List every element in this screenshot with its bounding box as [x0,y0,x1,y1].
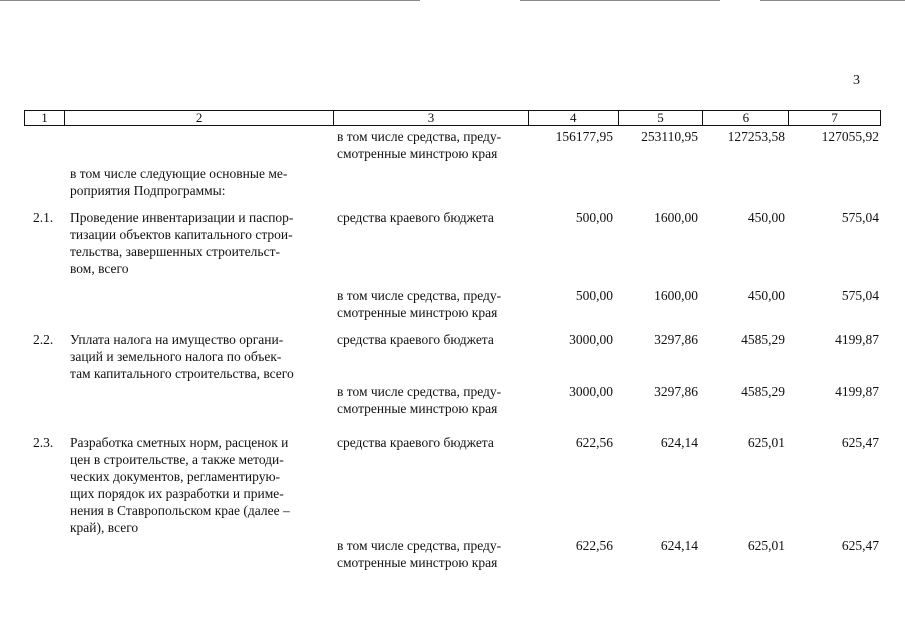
value-col4: 500,00 [575,288,613,303]
value-col4: 156177,95 [555,129,613,144]
item-title: Разработка сметных норм, расценок и цен в строительстве, а также методи- ческих документов, регламентирую- щих порядок их разработки и приме- нения в Ставропольском крае (далее – край), всего [70,435,290,535]
value-col5: 3297,86 [654,384,698,399]
value-col6: 625,01 [747,435,785,450]
header-cell: 6 [703,111,789,125]
value-col6: 4585,29 [741,332,785,347]
source-label: в том числе средства, преду- смотренные минстрою края [337,129,502,161]
value-col7: 625,47 [841,435,879,450]
value-col4: 500,00 [575,210,613,225]
header-cell: 5 [619,111,704,125]
table-header [24,110,881,126]
value-col5: 1600,00 [654,288,698,303]
value-col5: 253110,95 [641,129,698,144]
item-number: 2.3. [33,435,54,450]
scan-edge-line [0,0,420,1]
section-subtitle: в том числе следующие основные ме- роприятия Подпрограммы: [70,166,288,198]
budget-label: средства краевого бюджета [337,332,494,347]
item-title: Проведение инвентаризации и паспор- тизации объектов капитального строи- тельства, завершенных строительст- вом, всего [70,210,294,276]
value-col4: 3000,00 [569,332,613,347]
scan-edge-line [760,0,905,1]
value-col7: 575,04 [841,210,879,225]
item-title: Уплата налога на имущество органи- заций и земельного налога по объек- там капитального строительства, всего [70,332,294,381]
source-label: в том числе средства, преду- смотренные минстрою края [337,538,502,570]
source-label: в том числе средства, преду- смотренные минстрою края [337,384,502,416]
item-number: 2.1. [33,210,54,225]
value-col6: 625,01 [747,538,785,553]
header-cell: 3 [334,111,529,125]
value-col7: 4199,87 [835,384,879,399]
value-col5: 624,14 [660,435,698,450]
budget-label: средства краевого бюджета [337,210,494,225]
value-col5: 3297,86 [654,332,698,347]
value-col4: 622,56 [575,538,613,553]
value-col7: 4199,87 [835,332,879,347]
value-col7: 127055,92 [821,129,879,144]
scan-edge-line [520,0,720,1]
header-cell: 4 [529,111,619,125]
value-col7: 625,47 [841,538,879,553]
header-cell: 1 [25,111,65,125]
page-number: 3 [853,73,860,88]
source-label: в том числе средства, преду- смотренные минстрою края [337,288,502,320]
value-col6: 450,00 [747,210,785,225]
value-col5: 624,14 [660,538,698,553]
budget-label: средства краевого бюджета [337,435,494,450]
value-col5: 1600,00 [654,210,698,225]
header-cell: 7 [831,110,838,125]
value-col6: 127253,58 [727,129,785,144]
value-col4: 622,56 [575,435,613,450]
value-col7: 575,04 [841,288,879,303]
value-col4: 3000,00 [569,384,613,399]
item-number: 2.2. [33,332,54,347]
header-cell: 2 [65,111,334,125]
value-col6: 4585,29 [741,384,785,399]
value-col6: 450,00 [747,288,785,303]
